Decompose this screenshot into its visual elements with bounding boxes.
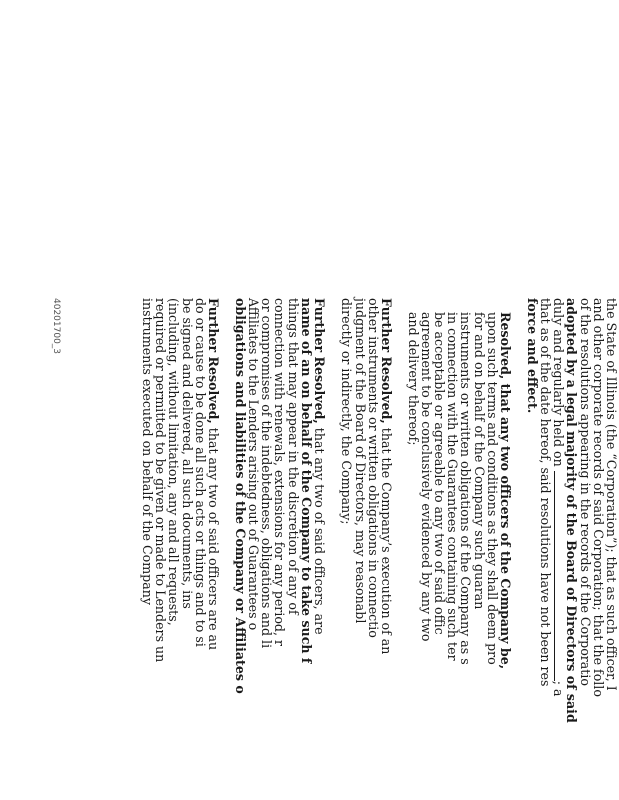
intro-line-with-blank: [552, 298, 565, 800]
resolution-3-text: that any two of said officers, are: [312, 423, 327, 635]
resolution-2-text: that the Company’s execution of an: [379, 423, 394, 655]
resolution-1-line: for and on behalf of the Company such guaran: [471, 312, 487, 610]
intro-line: of the resolutions appearing in the records of the Corporatio: [577, 298, 593, 686]
resolution-2-line: [380, 298, 393, 800]
resolution-1-lead: Resolved,: [498, 312, 513, 380]
intro-line: that as of the date hereof, said resolutions have not been res: [538, 298, 553, 687]
intro-line: and other corporate records of said Corporation; that the follo: [590, 298, 606, 697]
resolution-2-line: other instruments or written obligations in connectio: [365, 298, 381, 638]
resolution-1-line: instruments or written obligations of the Company as s: [458, 312, 474, 665]
resolution-4-line: instruments executed on behalf of the Company: [140, 298, 155, 605]
resolution-3-line: Affiliates to the Lenders arising out of Guarantees o: [246, 298, 261, 631]
resolution-1-text: that any two officers of the Company be,: [498, 379, 513, 670]
resolution-3-line: connection with renewals, extensions for any period, r: [272, 298, 288, 647]
resolution-4-line: (including, without limitation, any and all requests,: [166, 298, 182, 626]
resolution-3-line: obligations and liabilities of the Company or Affiliates o: [232, 298, 248, 694]
resolution-4-line: required or permitted to be given or made to Lenders un: [153, 298, 169, 663]
resolution-1-line: agreement to be conclusively evidenced by any two: [418, 312, 434, 642]
resolution-1-line: and delivery thereof;: [405, 312, 421, 446]
resolution-4-text: that any two of said officers are au: [206, 423, 221, 651]
resolution-4-line: do or cause to be done all such acts or things and to si: [192, 298, 208, 647]
date-blank-line: [554, 471, 564, 681]
resolution-1-line: upon such terms and conditions as they shall deem pro: [484, 312, 500, 665]
resolution-4-lead: Further Resolved,: [206, 298, 221, 424]
resolution-4-line: [207, 298, 220, 800]
resolution-3-lead: Further Resolved,: [312, 298, 327, 424]
resolution-1-line: [499, 312, 512, 800]
resolution-2-line: judgment of the Board of Directors, may reasonabl: [352, 298, 368, 624]
resolution-3-line: [313, 298, 326, 800]
resolution-1-line: in connection with the Guarantees containing such ter: [445, 312, 461, 661]
intro-blank-suffix: ; a: [551, 680, 567, 697]
resolution-2-line: directly or indirectly, the Company;: [339, 298, 355, 525]
resolution-4-line: be signed and delivered, all such documents, ins: [179, 298, 195, 609]
intro-line-text: duly and regularly held on: [551, 298, 567, 467]
resolution-3-line: name of an on behalf of the Company to take such f: [298, 298, 314, 664]
intro-line: adopted by a legal majority of the Board of Directors of said: [564, 298, 580, 723]
intro-line: force and effect.: [524, 298, 540, 414]
resolution-3-line: or compromises of the indebtedness, obligations and li: [259, 298, 275, 649]
intro-line: the State of Illinois (the “Corporation”); that as such officer, I: [604, 298, 619, 691]
document-id: 40201700_3: [51, 298, 61, 355]
resolution-3-line: things that may appear in the discretion of any of: [285, 298, 301, 615]
resolution-1-line: be acceptable or agreeable to any two of said offic: [432, 312, 447, 635]
resolution-2-lead: Further Resolved,: [379, 298, 394, 424]
